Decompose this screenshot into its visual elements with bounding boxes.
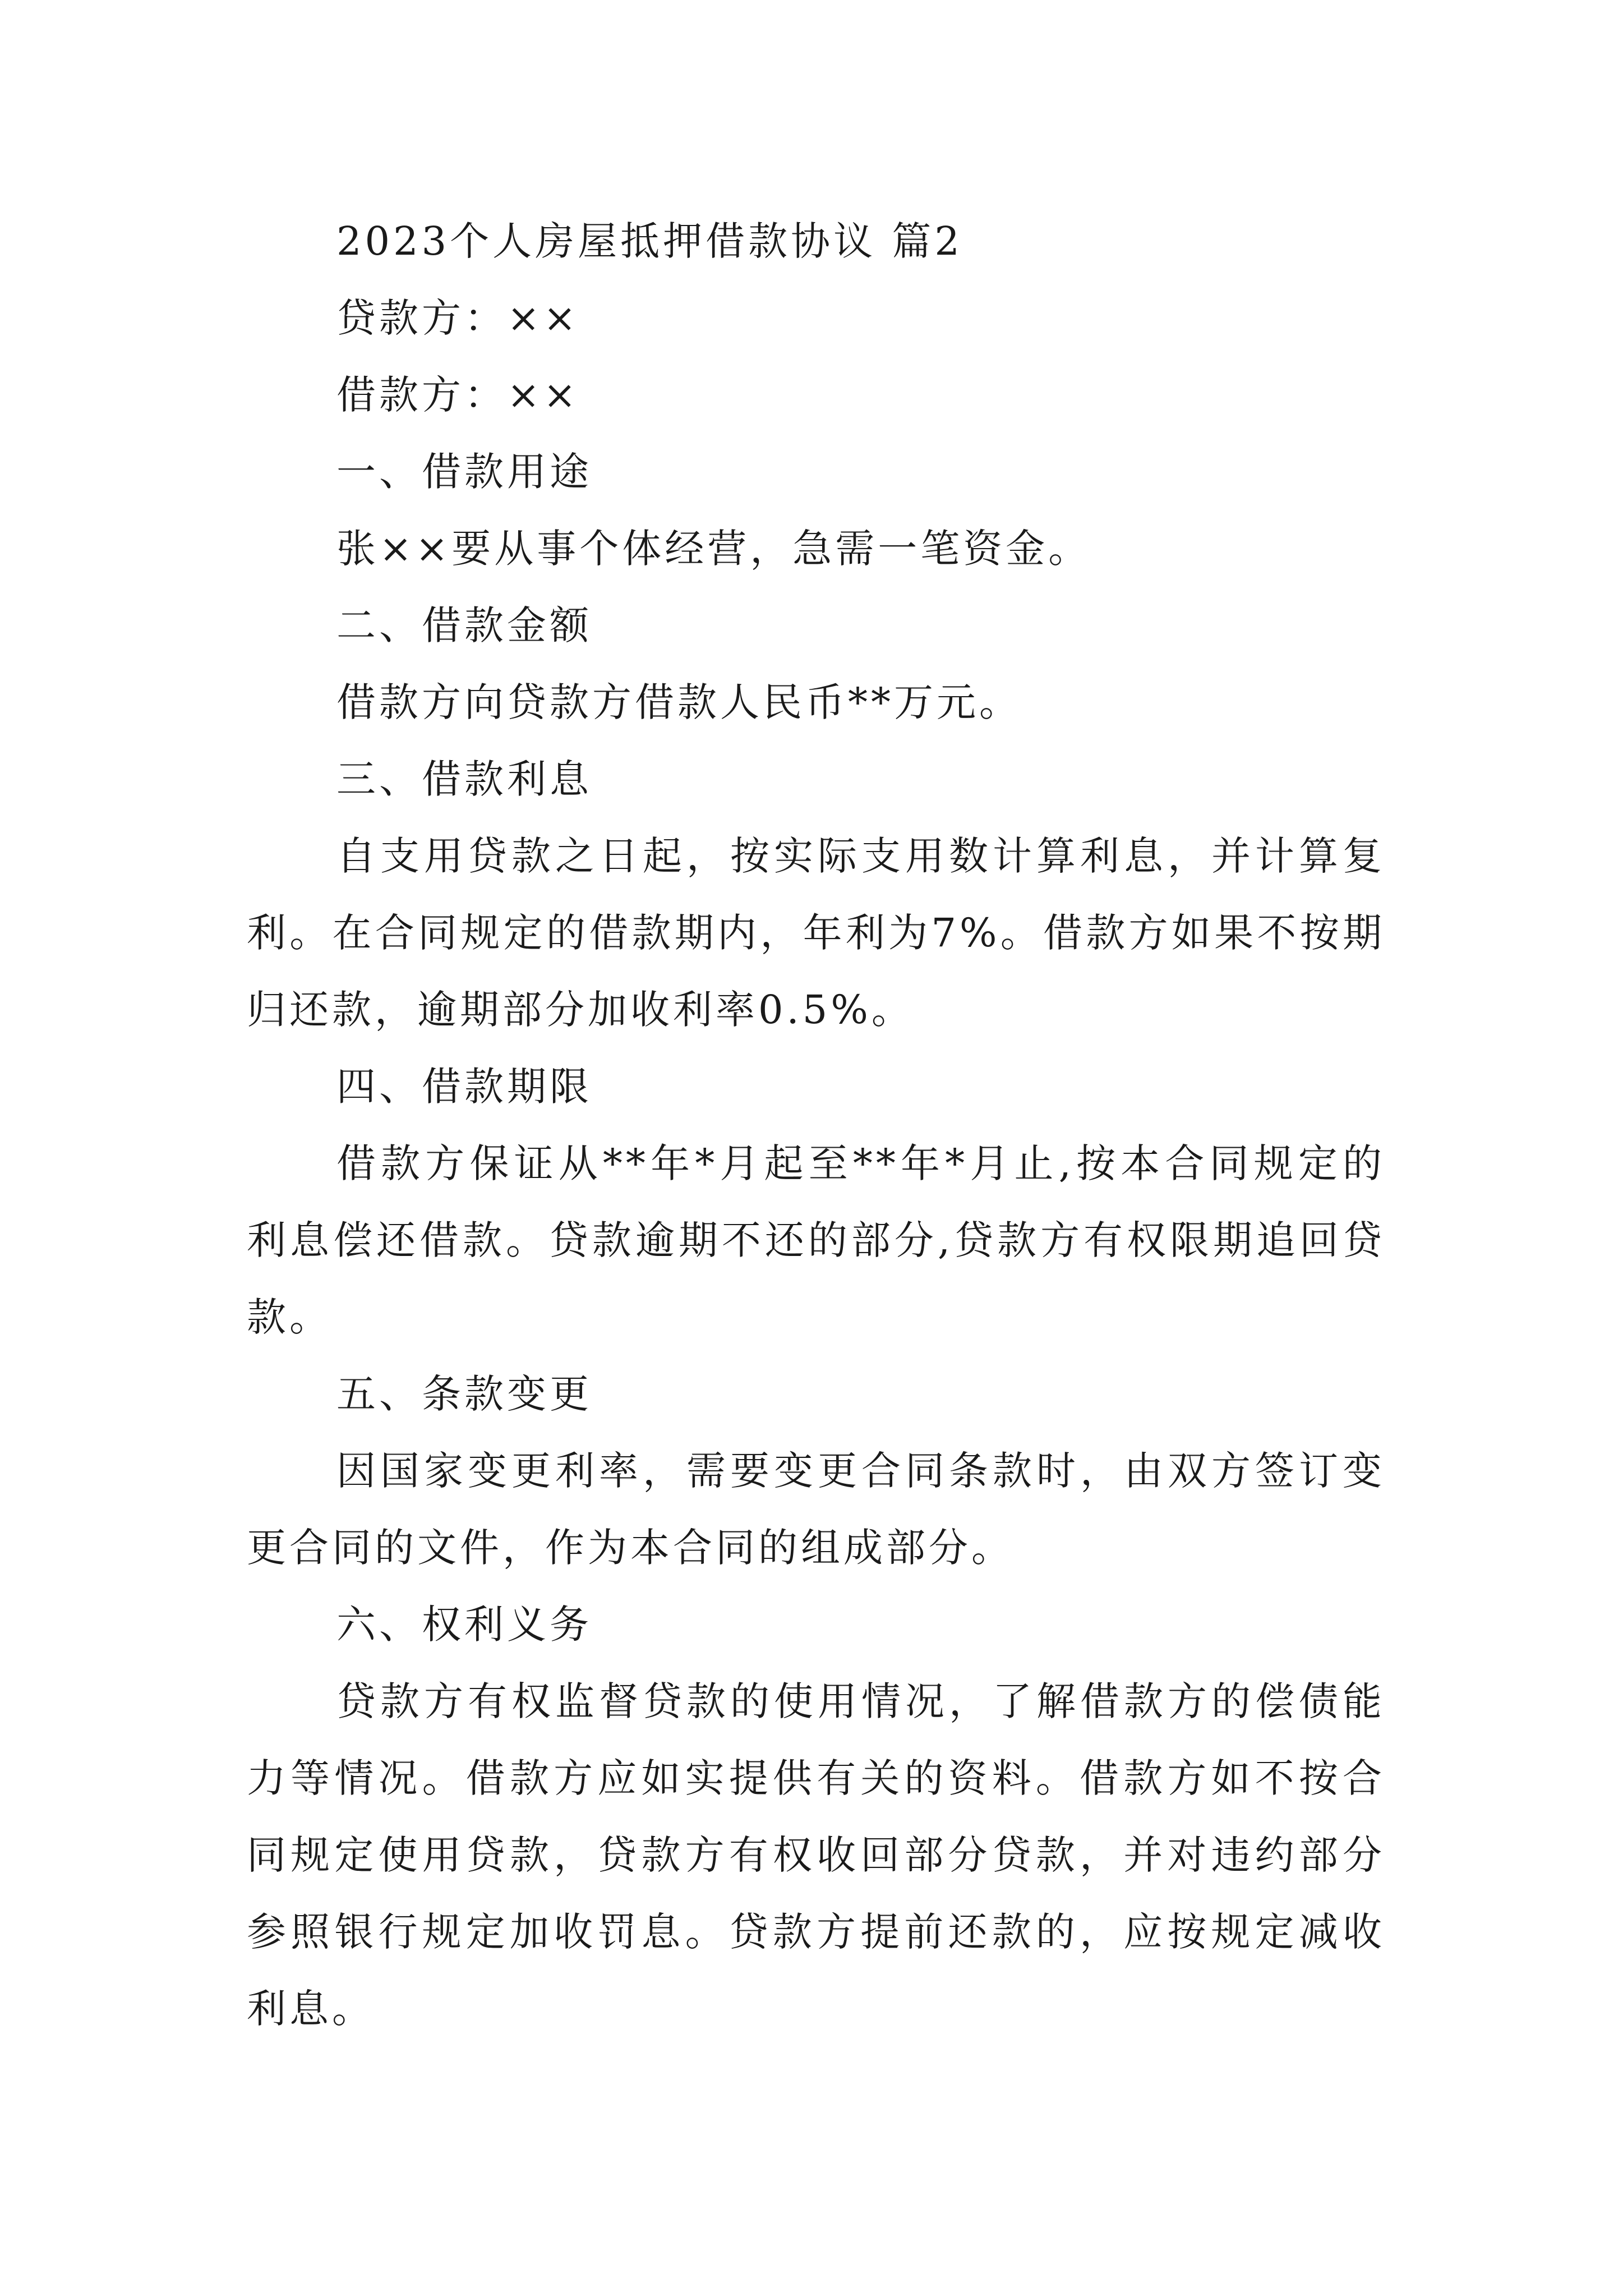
section-heading-rights: 六、权利义务 bbox=[336, 1602, 592, 1648]
section-body-rights: 贷款方有权监督贷款的使用情况，了解借款方的偿债能力等情况。借款方应如实提供有关的资料。借款方如不按合同规定使用贷款，贷款方有权收回部分贷款，并对违约部分参照银行规定加收罚息。贷款方提前还款的，应按规定减收利息。 bbox=[247, 1678, 1385, 2032]
section-body-amendment: 因国家变更利率，需要变更合同条款时，由双方签订变更合同的文件，作为本合同的组成部分。 bbox=[247, 1448, 1385, 1571]
section-heading-term: 四、借款期限 bbox=[336, 1064, 592, 1110]
section-body-term: 借款方保证从**年*月起至**年*月止,按本合同规定的利息偿还借款。贷款逾期不还的部分,贷款方有权限期追回贷款。 bbox=[247, 1140, 1385, 1340]
section-body-purpose: 张××要从事个体经营，急需一笔资金。 bbox=[336, 526, 1091, 572]
section-heading-interest: 三、借款利息 bbox=[336, 756, 592, 802]
section-body-amount: 借款方向贷款方借款人民币**万元。 bbox=[336, 679, 1022, 725]
document-body bbox=[247, 203, 1385, 2047]
section-heading-amount: 二、借款金额 bbox=[336, 602, 592, 648]
section-body-interest: 自支用贷款之日起，按实际支用数计算利息，并计算复利。在合同规定的借款期内，年利为7%。借款方如果不按期归还款，逾期部分加收利率0.5%。 bbox=[247, 833, 1385, 1033]
section-heading-amendment: 五、条款变更 bbox=[336, 1371, 592, 1417]
lender-line: 贷款方：×× bbox=[336, 295, 580, 341]
section-heading-purpose: 一、借款用途 bbox=[336, 449, 592, 495]
document-title: 2023个人房屋抵押借款协议 篇2 bbox=[336, 218, 963, 264]
borrower-line: 借款方：×× bbox=[336, 372, 580, 418]
